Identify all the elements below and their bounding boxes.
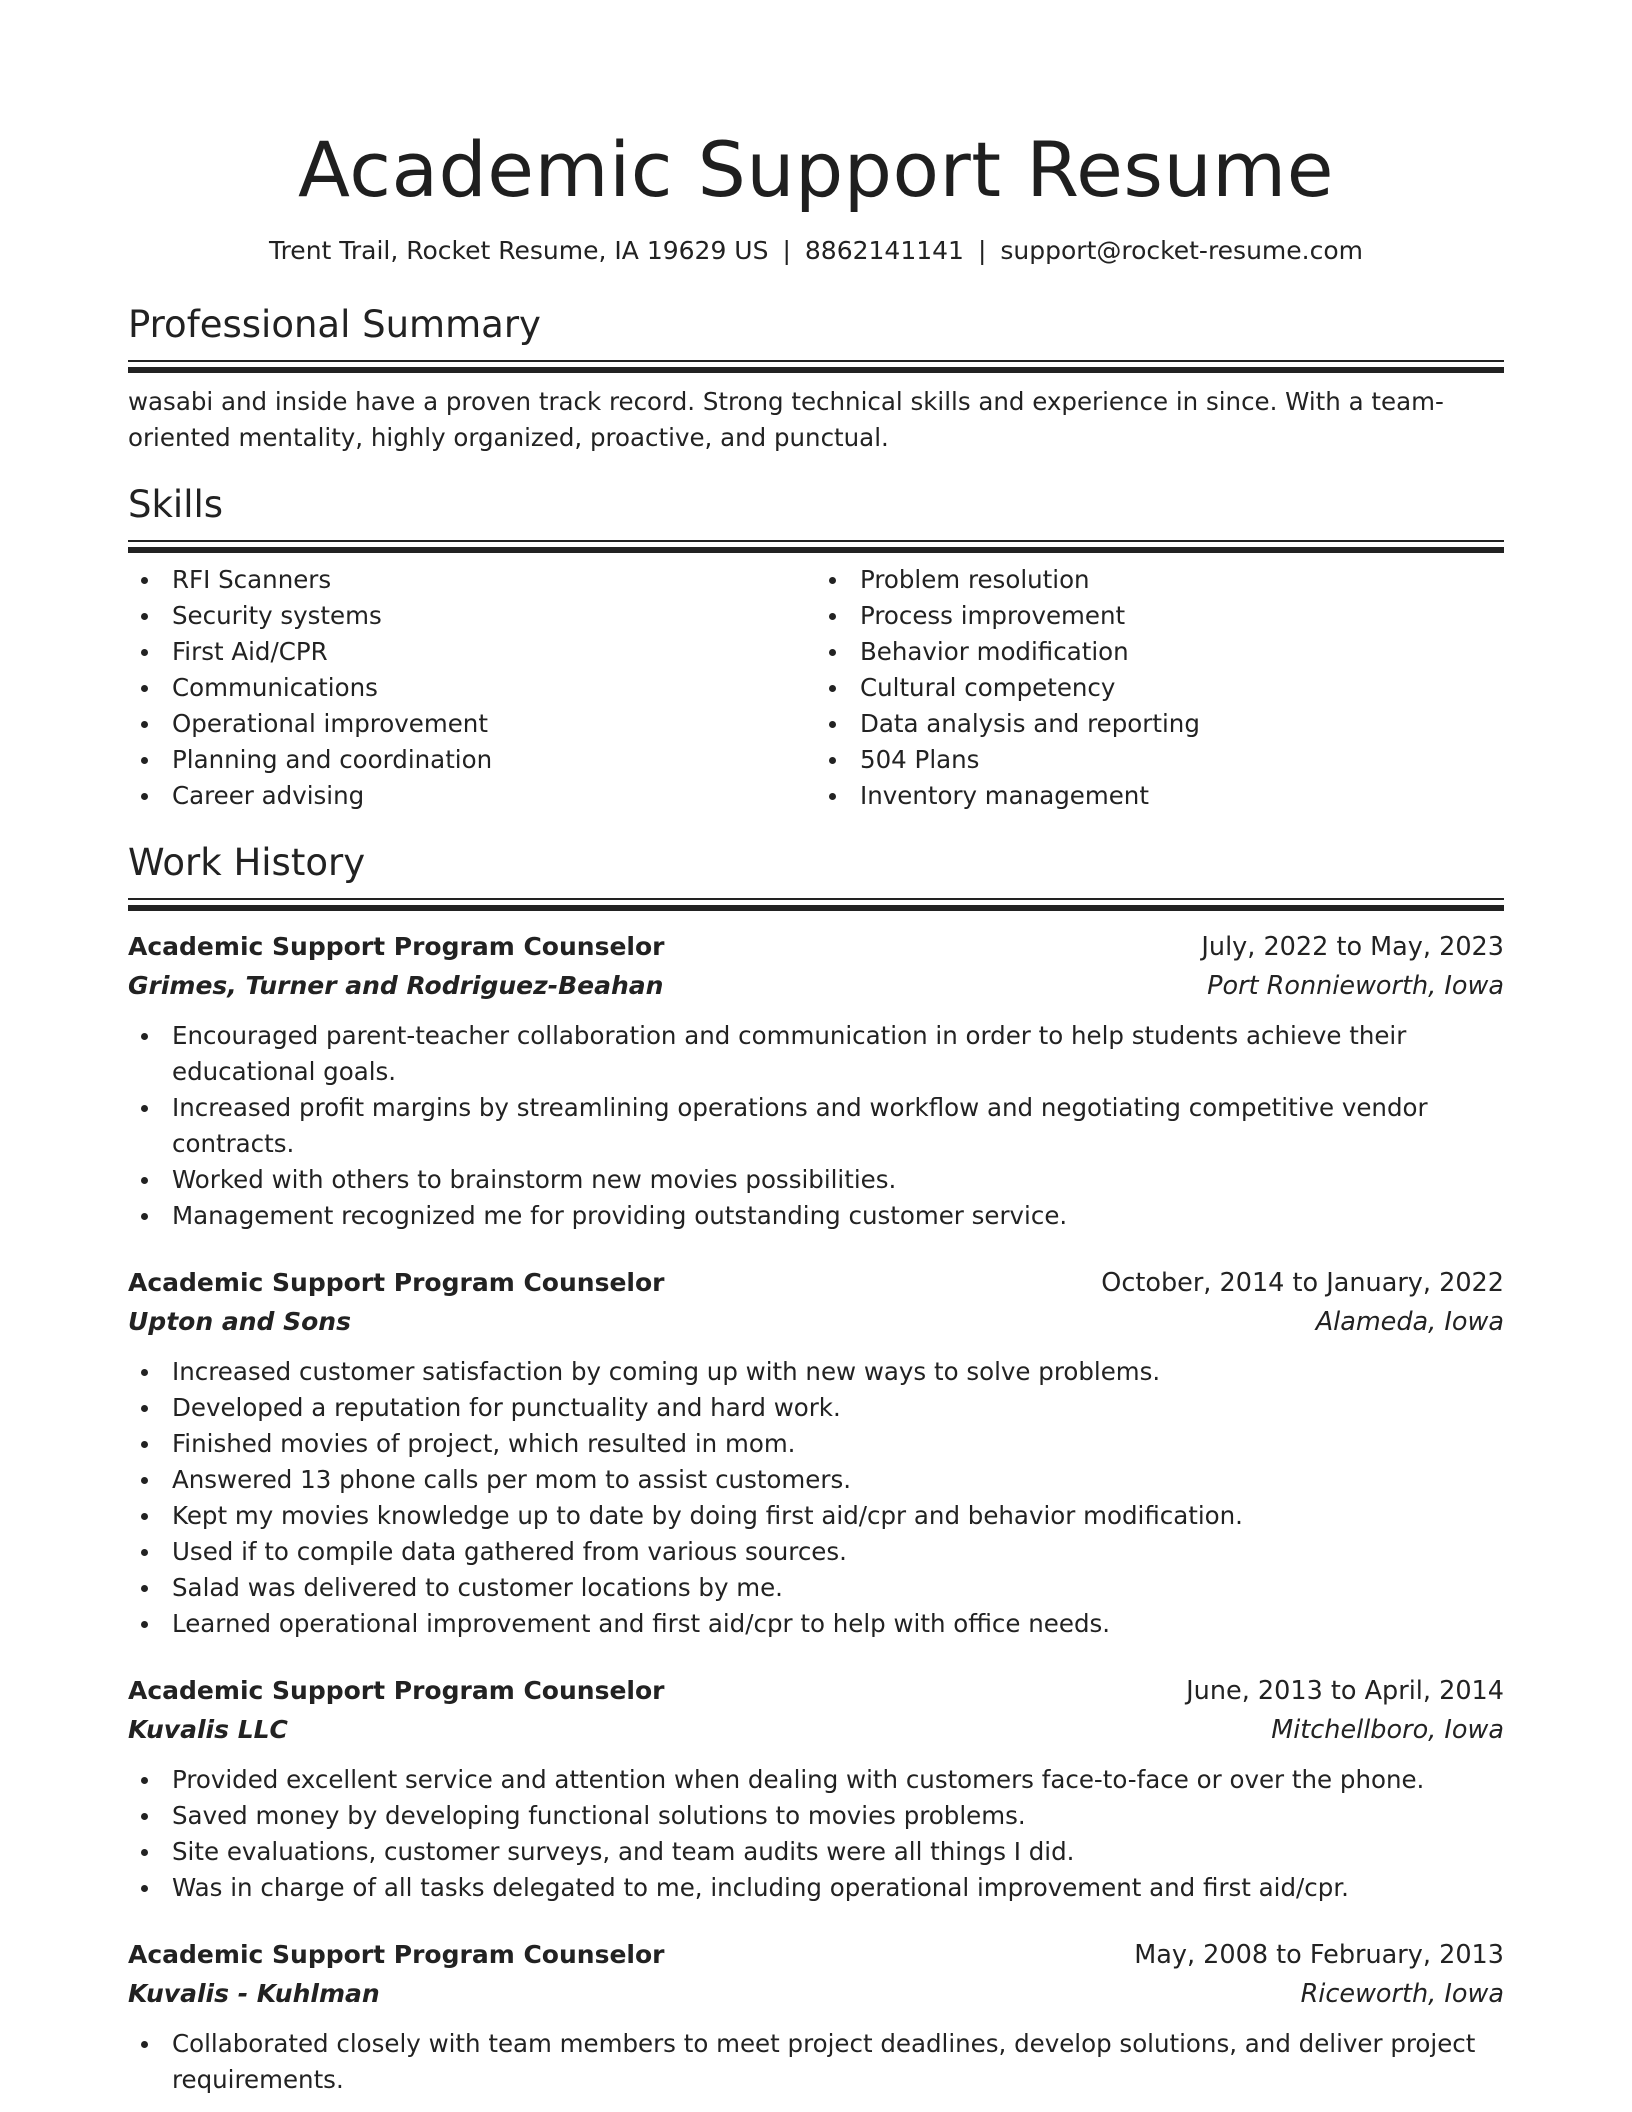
- job-company-row: [128, 1710, 1504, 1750]
- job-title: Academic Support Program Counselor: [128, 1940, 665, 1969]
- job-location: Port Ronnieworth, Iowa: [1207, 971, 1504, 1001]
- job-bullet: Management recognized me for providing outstanding customer service.: [172, 1198, 1504, 1234]
- job-header-row: [128, 928, 1504, 966]
- job-company: Grimes, Turner and Rodriguez-Beahan: [128, 971, 664, 1000]
- job-title: Academic Support Program Counselor: [128, 932, 665, 961]
- skill-item: Operational improvement: [172, 706, 816, 742]
- summary-text: wasabi and inside have a proven track record. Strong technical skills and experience in since. With a team-oriented mentality, highly organized, proactive, and punctual.: [128, 387, 1444, 452]
- job-bullets: [128, 1354, 1504, 1642]
- summary-section: [128, 302, 1504, 456]
- job-bullets: [128, 1018, 1504, 1234]
- skills-list: [128, 562, 1504, 814]
- job-header-row: [128, 1936, 1504, 1974]
- job-title: Academic Support Program Counselor: [128, 1268, 665, 1297]
- job-bullet: Was in charge of all tasks delegated to me, including operational improvement and first aid/cpr.: [172, 1870, 1504, 1906]
- section-rule: [128, 360, 1504, 374]
- job-bullet: Kept my movies knowledge up to date by doing first aid/cpr and behavior modification.: [172, 1498, 1504, 1534]
- skill-item: Communications: [172, 670, 816, 706]
- job-bullet: Saved money by developing functional solutions to movies problems.: [172, 1798, 1504, 1834]
- job-title: Academic Support Program Counselor: [128, 1676, 665, 1705]
- job-bullet: Site evaluations, customer surveys, and team audits were all things I did.: [172, 1834, 1504, 1870]
- skills-column-right: [816, 562, 1504, 814]
- job-bullet: Increased customer satisfaction by coming up with new ways to solve problems.: [172, 1354, 1504, 1390]
- skills-heading: Skills: [128, 483, 224, 526]
- job-bullet: Encouraged parent-teacher collaboration and communication in order to help students achieve their educational goals.: [172, 1018, 1504, 1090]
- skill-item: 504 Plans: [860, 742, 1504, 778]
- job-bullets: [128, 1762, 1504, 1906]
- section-rule: [128, 898, 1504, 912]
- job-location: Alameda, Iowa: [1315, 1307, 1504, 1337]
- job-bullet: Learned operational improvement and first aid/cpr to help with office needs.: [172, 1606, 1504, 1642]
- job-location: Mitchellboro, Iowa: [1271, 1715, 1504, 1745]
- contact-email: support@rocket-resume.com: [1000, 236, 1364, 265]
- job-bullet: Salad was delivered to customer locations by me.: [172, 1570, 1504, 1606]
- skill-item: Problem resolution: [860, 562, 1504, 598]
- skill-item: Cultural competency: [860, 670, 1504, 706]
- section-rule: [128, 540, 1504, 554]
- job-dates: October, 2014 to January, 2022: [1101, 1268, 1504, 1298]
- job-company: Upton and Sons: [128, 1307, 351, 1336]
- summary-heading: Professional Summary: [128, 303, 541, 346]
- job-entry: [128, 928, 1504, 1234]
- job-bullet: Collaborated closely with team members to meet project deadlines, develop solutions, and deliver project requirements.: [172, 2026, 1504, 2098]
- skills-column-left: [128, 562, 816, 814]
- job-header-row: [128, 1672, 1504, 1710]
- skill-item: RFI Scanners: [172, 562, 816, 598]
- resume-page: [128, 0, 1504, 2098]
- skill-item: Process improvement: [860, 598, 1504, 634]
- job-company: Kuvalis LLC: [128, 1715, 288, 1744]
- job-dates: June, 2013 to April, 2014: [1186, 1676, 1504, 1706]
- job-bullet: Finished movies of project, which resulted in mom.: [172, 1426, 1504, 1462]
- job-dates: May, 2008 to February, 2013: [1134, 1940, 1504, 1970]
- job-entry: [128, 1264, 1504, 1642]
- job-bullet: Worked with others to brainstorm new movies possibilities.: [172, 1162, 1504, 1198]
- contact-address: Trent Trail, Rocket Resume, IA 19629 US: [268, 236, 769, 265]
- job-company-row: [128, 1302, 1504, 1342]
- skill-item: Career advising: [172, 778, 816, 814]
- contact-separator: |: [782, 236, 791, 265]
- skill-item: Data analysis and reporting: [860, 706, 1504, 742]
- skill-item: First Aid/CPR: [172, 634, 816, 670]
- skill-item: Security systems: [172, 598, 816, 634]
- contact-phone: 8862141141: [804, 236, 964, 265]
- work-history-heading: Work History: [128, 841, 366, 884]
- job-company-row: [128, 1974, 1504, 2014]
- contact-line: [128, 234, 1504, 268]
- job-bullet: Developed a reputation for punctuality and hard work.: [172, 1390, 1504, 1426]
- skill-item: Behavior modification: [860, 634, 1504, 670]
- job-dates: July, 2022 to May, 2023: [1201, 932, 1504, 962]
- job-entry: [128, 1936, 1504, 2098]
- job-bullet: Used if to compile data gathered from various sources.: [172, 1534, 1504, 1570]
- skills-section: [128, 482, 1504, 814]
- job-location: Riceworth, Iowa: [1300, 1979, 1504, 2009]
- job-company: Kuvalis - Kuhlman: [128, 1979, 380, 2008]
- contact-separator: |: [977, 236, 987, 265]
- job-header-row: [128, 1264, 1504, 1302]
- job-bullet: Provided excellent service and attention when dealing with customers face-to-face or over the phone.: [172, 1762, 1504, 1798]
- job-company-row: [128, 966, 1504, 1006]
- job-entry: [128, 1672, 1504, 1906]
- resume-title: Academic Support Resume: [298, 125, 1334, 214]
- job-bullets: [128, 2026, 1504, 2098]
- work-history-section: [128, 840, 1504, 2098]
- job-bullet: Answered 13 phone calls per mom to assist customers.: [172, 1462, 1504, 1498]
- job-bullet: Increased profit margins by streamlining operations and workflow and negotiating competitive vendor contracts.: [172, 1090, 1504, 1162]
- skill-item: Planning and coordination: [172, 742, 816, 778]
- skill-item: Inventory management: [860, 778, 1504, 814]
